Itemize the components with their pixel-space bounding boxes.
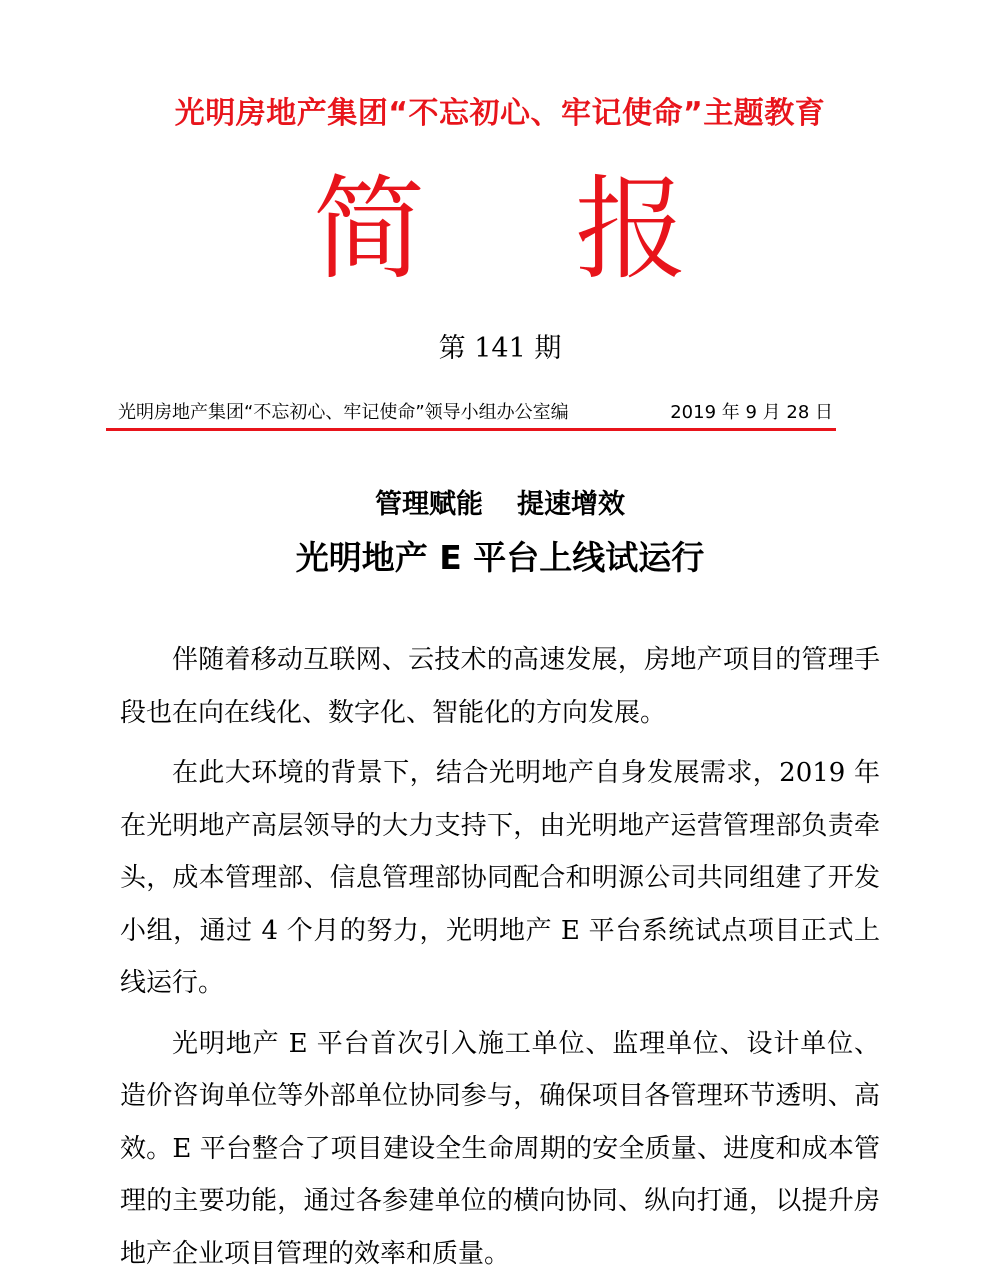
issue-number: 第 141 期 (438, 333, 562, 364)
publish-date: 2019 年 9 月 28 日 (670, 402, 833, 423)
editor-line (118, 398, 833, 424)
article-paragraph: 伴随着移动互联网、云技术的高速发展，房地产项目的管理手段也在向在线化、数字化、智能化的方向发展。 (120, 645, 880, 728)
subtitle-part-2: 提速增效 (517, 489, 625, 520)
article-body (120, 634, 880, 1288)
article-paragraph: 在此大环境的背景下，结合光明地产自身发展需求，2019 年在光明地产高层领导的大力支持下，由光明地产运营管理部负责牵头，成本管理部、信息管理部协同配合和明源公司共同组建了开发小组，通过 4 个月的努力，光明地产 E 平台系统试点项目正式上线运行。 (120, 758, 880, 998)
red-divider-rule (106, 428, 836, 431)
bulletin-header-title: 光明房地产集团“不忘初心、牢记使命”主题教育 (174, 96, 826, 131)
masthead-char-bao: 报 (575, 165, 687, 295)
article-subtitle (0, 482, 1000, 521)
subtitle-part-1: 管理赋能 (375, 489, 483, 520)
editor-office: 光明房地产集团“不忘初心、牢记使命”领导小组办公室编 (118, 402, 569, 423)
masthead-char-jian: 简 (313, 165, 425, 295)
article-title: 光明地产 E 平台上线试运行 (295, 538, 705, 577)
bulletin-masthead (0, 160, 1000, 300)
article-paragraph: 光明地产 E 平台首次引入施工单位、监理单位、设计单位、造价咨询单位等外部单位协同参与，确保项目各管理环节透明、高效。E 平台整合了项目建设全生命周期的安全质量、进度和成本管理的主要功能，通过各参建单位的横向协同、纵向打通，以提升房地产企业项目管理的效率和质量。 (120, 1028, 880, 1269)
